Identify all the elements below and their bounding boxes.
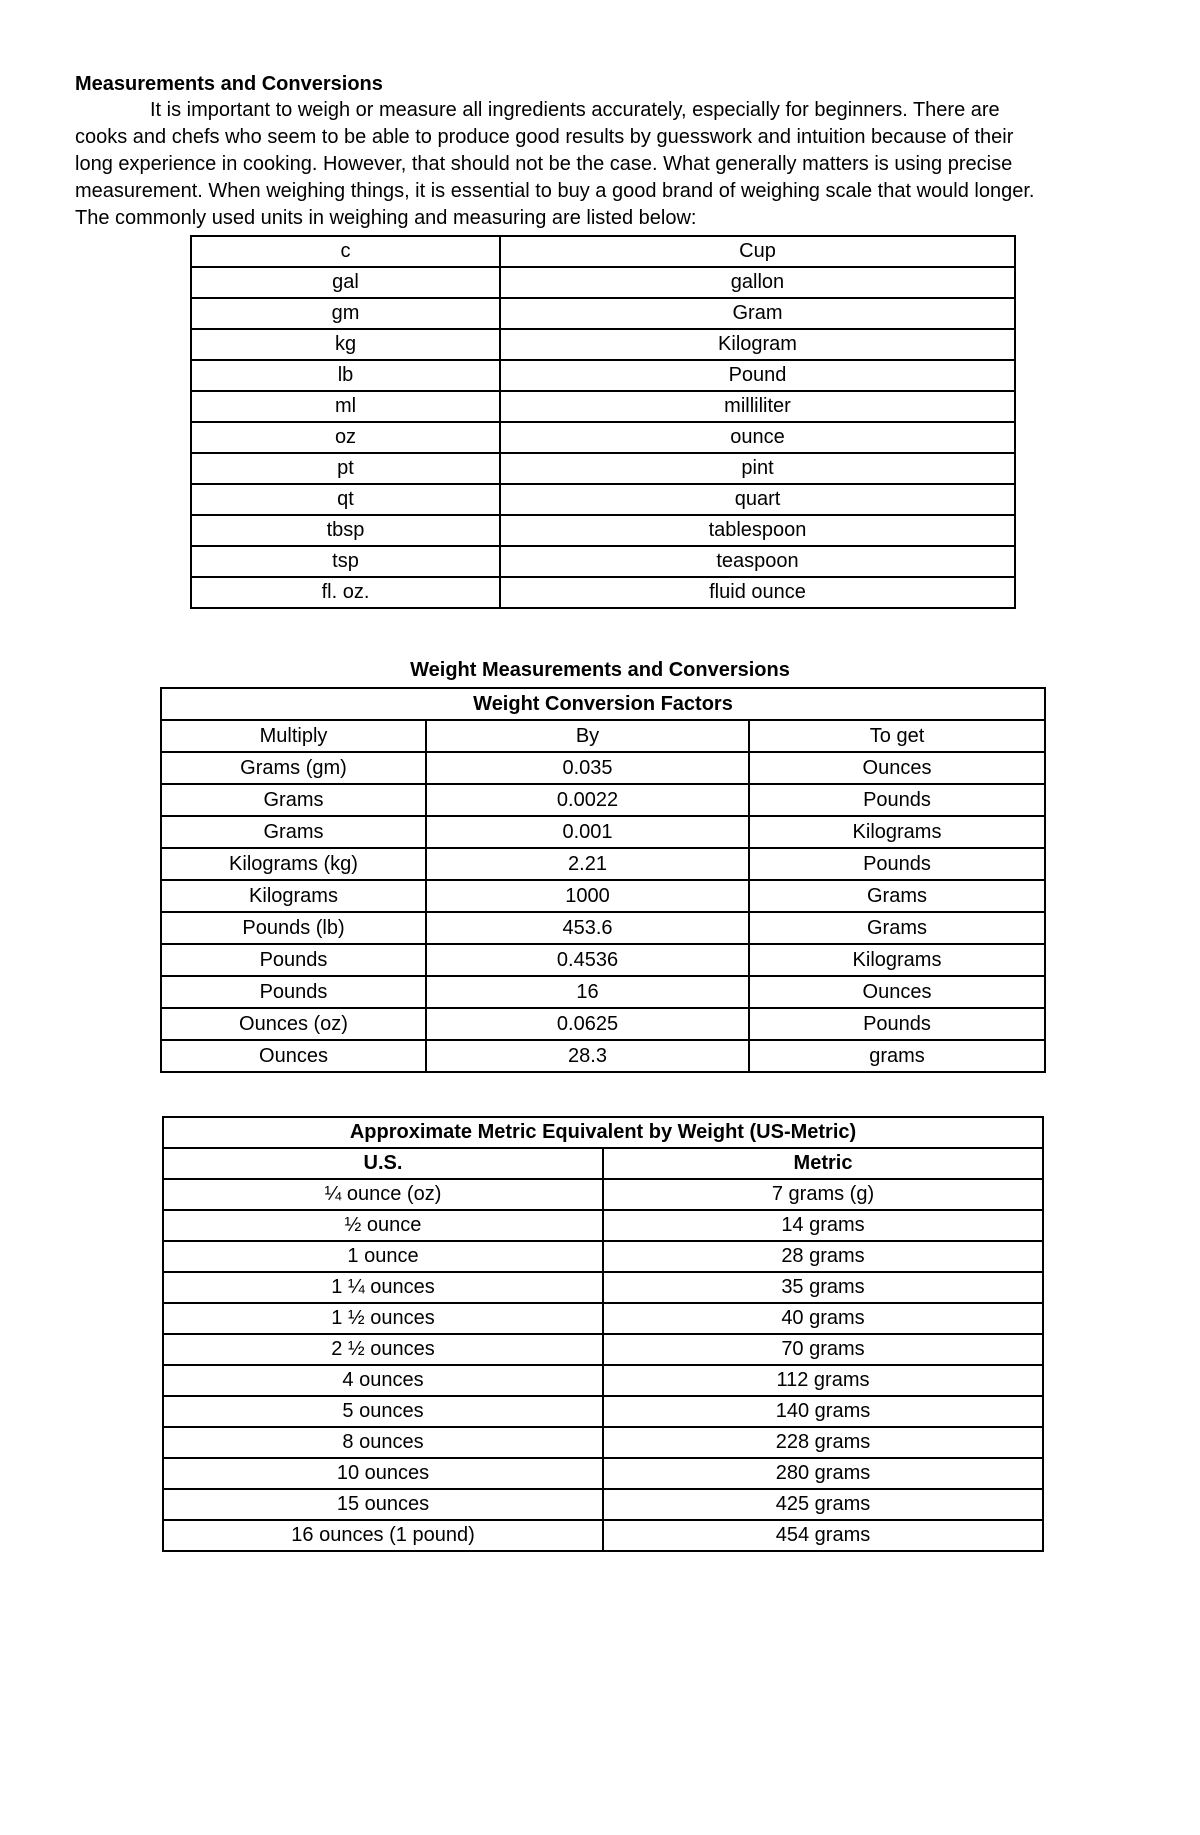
factor-cell: 0.0022	[426, 784, 749, 816]
result-unit-cell: Grams	[749, 880, 1045, 912]
table-row	[191, 298, 1015, 329]
metric-weight-cell: 7 grams (g)	[603, 1179, 1043, 1210]
unit-abbreviation-cell: pt	[191, 453, 500, 484]
column-header-to-get: To get	[749, 720, 1045, 752]
intro-line: measurement. When weighing things, it is essential to buy a good brand of weighing scale that would longer.	[75, 180, 1035, 202]
unit-name-cell: teaspoon	[500, 546, 1015, 577]
unit-name-cell: tablespoon	[500, 515, 1015, 546]
unit-name-cell: ounce	[500, 422, 1015, 453]
us-weight-cell: ¼ ounce (oz)	[163, 1179, 603, 1210]
metric-equivalent-body	[163, 1117, 1043, 1551]
us-weight-cell: ½ ounce	[163, 1210, 603, 1241]
metric-weight-cell: 140 grams	[603, 1396, 1043, 1427]
table-header-row	[161, 720, 1045, 752]
table-row	[161, 816, 1045, 848]
table-row	[191, 515, 1015, 546]
weight-section-title: Weight Measurements and Conversions	[410, 659, 790, 681]
weight-table-title: Weight Conversion Factors	[161, 688, 1045, 720]
us-weight-cell: 1 ounce	[163, 1241, 603, 1272]
table-row	[163, 1334, 1043, 1365]
result-unit-cell: Pounds	[749, 848, 1045, 880]
intro-paragraph	[75, 97, 1105, 232]
multiply-cell: Ounces	[161, 1040, 426, 1072]
table-row	[161, 784, 1045, 816]
result-unit-cell: Kilograms	[749, 816, 1045, 848]
us-weight-cell: 15 ounces	[163, 1489, 603, 1520]
unit-abbreviation-cell: lb	[191, 360, 500, 391]
multiply-cell: Kilograms (kg)	[161, 848, 426, 880]
factor-cell: 0.4536	[426, 944, 749, 976]
intro-line: cooks and chefs who seem to be able to produce good results by guesswork and intuition because of their	[75, 126, 1014, 148]
us-weight-cell: 1 ¼ ounces	[163, 1272, 603, 1303]
page-title: Measurements and Conversions	[75, 73, 383, 95]
metric-weight-cell: 70 grams	[603, 1334, 1043, 1365]
multiply-cell: Grams	[161, 816, 426, 848]
units-abbreviation-body	[191, 236, 1015, 608]
column-header-by: By	[426, 720, 749, 752]
metric-weight-cell: 35 grams	[603, 1272, 1043, 1303]
weight-conversion-body	[161, 688, 1045, 1072]
metric-weight-cell: 228 grams	[603, 1427, 1043, 1458]
unit-name-cell: quart	[500, 484, 1015, 515]
us-weight-cell: 8 ounces	[163, 1427, 603, 1458]
table-row	[163, 1210, 1043, 1241]
us-weight-cell: 10 ounces	[163, 1458, 603, 1489]
table-row	[191, 329, 1015, 360]
table-row	[191, 422, 1015, 453]
units-abbreviation-table	[190, 235, 1016, 609]
factor-cell: 2.21	[426, 848, 749, 880]
intro-line: It is important to weigh or measure all ingredients accurately, especially for beginners. There are	[150, 99, 1000, 121]
table-row	[191, 546, 1015, 577]
table-row	[191, 577, 1015, 608]
unit-abbreviation-cell: oz	[191, 422, 500, 453]
table-row	[161, 976, 1045, 1008]
unit-name-cell: Pound	[500, 360, 1015, 391]
column-header-metric: Metric	[603, 1148, 1043, 1179]
table-row	[163, 1365, 1043, 1396]
metric-table-title: Approximate Metric Equivalent by Weight (US-Metric)	[163, 1117, 1043, 1148]
table-row	[163, 1396, 1043, 1427]
metric-weight-cell: 425 grams	[603, 1489, 1043, 1520]
unit-name-cell: pint	[500, 453, 1015, 484]
unit-abbreviation-cell: qt	[191, 484, 500, 515]
table-title-row	[163, 1117, 1043, 1148]
us-weight-cell: 2 ½ ounces	[163, 1334, 603, 1365]
factor-cell: 1000	[426, 880, 749, 912]
unit-abbreviation-cell: ml	[191, 391, 500, 422]
unit-name-cell: Cup	[500, 236, 1015, 267]
table-row	[191, 484, 1015, 515]
result-unit-cell: Grams	[749, 912, 1045, 944]
table-row	[191, 453, 1015, 484]
weight-conversion-table	[160, 687, 1046, 1073]
table-row	[163, 1458, 1043, 1489]
unit-name-cell: gallon	[500, 267, 1015, 298]
metric-weight-cell: 14 grams	[603, 1210, 1043, 1241]
table-row	[161, 880, 1045, 912]
table-row	[163, 1489, 1043, 1520]
unit-name-cell: Kilogram	[500, 329, 1015, 360]
table-row	[163, 1303, 1043, 1334]
us-weight-cell: 1 ½ ounces	[163, 1303, 603, 1334]
factor-cell: 16	[426, 976, 749, 1008]
table-row	[161, 1008, 1045, 1040]
metric-weight-cell: 40 grams	[603, 1303, 1043, 1334]
multiply-cell: Grams (gm)	[161, 752, 426, 784]
table-row	[191, 236, 1015, 267]
table-row	[191, 267, 1015, 298]
table-row	[161, 1040, 1045, 1072]
us-weight-cell: 4 ounces	[163, 1365, 603, 1396]
multiply-cell: Pounds (lb)	[161, 912, 426, 944]
table-row	[161, 848, 1045, 880]
column-header-us: U.S.	[163, 1148, 603, 1179]
table-title-row	[161, 688, 1045, 720]
multiply-cell: Kilograms	[161, 880, 426, 912]
column-header-multiply: Multiply	[161, 720, 426, 752]
unit-abbreviation-cell: gm	[191, 298, 500, 329]
factor-cell: 0.035	[426, 752, 749, 784]
multiply-cell: Ounces (oz)	[161, 1008, 426, 1040]
metric-weight-cell: 112 grams	[603, 1365, 1043, 1396]
factor-cell: 453.6	[426, 912, 749, 944]
result-unit-cell: Pounds	[749, 1008, 1045, 1040]
unit-abbreviation-cell: tsp	[191, 546, 500, 577]
table-row	[163, 1427, 1043, 1458]
unit-name-cell: fluid ounce	[500, 577, 1015, 608]
table-row	[191, 360, 1015, 391]
table-row	[163, 1272, 1043, 1303]
metric-weight-cell: 280 grams	[603, 1458, 1043, 1489]
us-weight-cell: 5 ounces	[163, 1396, 603, 1427]
metric-equivalent-table	[162, 1116, 1044, 1552]
result-unit-cell: grams	[749, 1040, 1045, 1072]
unit-abbreviation-cell: fl. oz.	[191, 577, 500, 608]
table-row	[161, 752, 1045, 784]
factor-cell: 28.3	[426, 1040, 749, 1072]
intro-line: The commonly used units in weighing and measuring are listed below:	[75, 207, 697, 229]
table-row	[191, 391, 1015, 422]
metric-weight-cell: 28 grams	[603, 1241, 1043, 1272]
unit-abbreviation-cell: c	[191, 236, 500, 267]
multiply-cell: Grams	[161, 784, 426, 816]
unit-name-cell: milliliter	[500, 391, 1015, 422]
result-unit-cell: Pounds	[749, 784, 1045, 816]
result-unit-cell: Ounces	[749, 752, 1045, 784]
result-unit-cell: Ounces	[749, 976, 1045, 1008]
multiply-cell: Pounds	[161, 976, 426, 1008]
factor-cell: 0.001	[426, 816, 749, 848]
table-row	[161, 944, 1045, 976]
factor-cell: 0.0625	[426, 1008, 749, 1040]
unit-abbreviation-cell: kg	[191, 329, 500, 360]
result-unit-cell: Kilograms	[749, 944, 1045, 976]
unit-abbreviation-cell: gal	[191, 267, 500, 298]
intro-line: long experience in cooking. However, that should not be the case. What generally matters is using precise	[75, 153, 1013, 175]
unit-abbreviation-cell: tbsp	[191, 515, 500, 546]
unit-name-cell: Gram	[500, 298, 1015, 329]
us-weight-cell: 16 ounces (1 pound)	[163, 1520, 603, 1551]
table-row	[161, 912, 1045, 944]
multiply-cell: Pounds	[161, 944, 426, 976]
table-row	[163, 1241, 1043, 1272]
table-row	[163, 1520, 1043, 1551]
table-row	[163, 1179, 1043, 1210]
metric-weight-cell: 454 grams	[603, 1520, 1043, 1551]
table-header-row	[163, 1148, 1043, 1179]
